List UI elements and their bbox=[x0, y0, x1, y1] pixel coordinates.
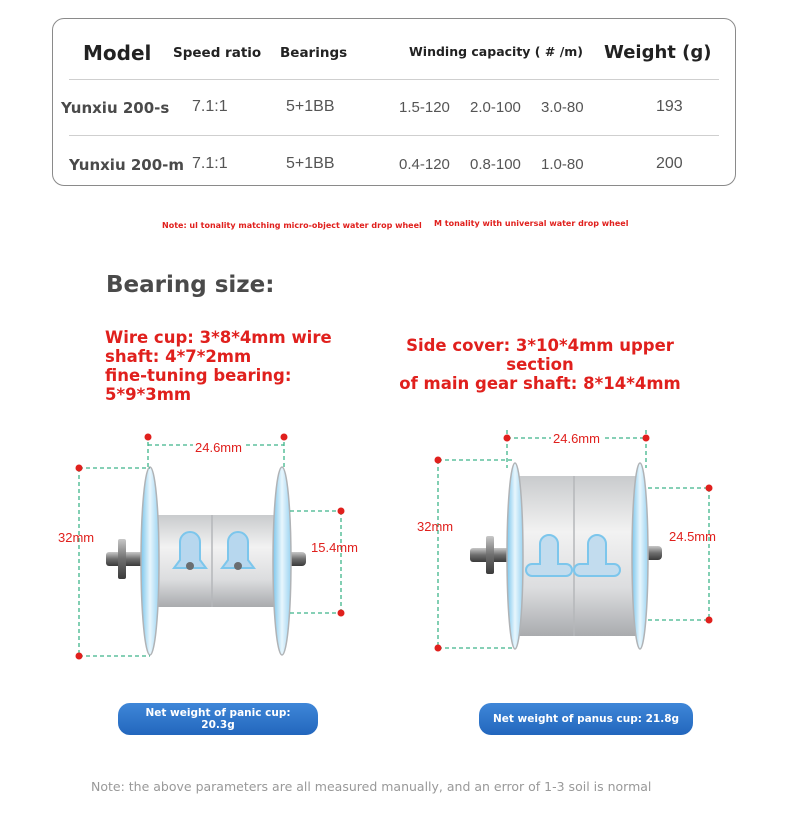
left-weight-badge bbox=[118, 703, 318, 735]
spec-line: of main gear shaft: 8*14*4mm bbox=[399, 374, 681, 393]
right-weight-badge bbox=[479, 703, 693, 735]
row-capacity-3: 3.0-80 bbox=[541, 99, 584, 116]
right-rim-front bbox=[507, 463, 523, 649]
bearing-size-title: Bearing size: bbox=[106, 272, 275, 298]
right-rim-back bbox=[632, 463, 648, 649]
right-width-label: 24.6mm bbox=[553, 431, 600, 446]
table-divider bbox=[69, 135, 719, 136]
left-rim-back bbox=[273, 467, 291, 655]
spec-line: Wire cup: 3*8*4mm wire bbox=[105, 328, 332, 347]
row-capacity-1: 0.4-120 bbox=[399, 156, 450, 173]
left-width-label: 24.6mm bbox=[195, 440, 242, 455]
row-model: Yunxiu 200-s bbox=[61, 99, 170, 117]
row-weight: 200 bbox=[656, 155, 683, 172]
left-spool-body bbox=[152, 515, 288, 607]
right-spool-body bbox=[516, 476, 640, 636]
header-winding-capacity: Winding capacity ( # /m) bbox=[409, 44, 583, 59]
row-capacity-2: 0.8-100 bbox=[470, 156, 521, 173]
row-speed-ratio: 7.1:1 bbox=[192, 155, 228, 172]
row-bearings: 5+1BB bbox=[286, 98, 335, 115]
row-capacity-1: 1.5-120 bbox=[399, 99, 450, 116]
right-inner-label: 24.5mm bbox=[669, 529, 716, 544]
left-height-label: 32mm bbox=[58, 530, 95, 545]
spec-table bbox=[52, 18, 736, 186]
spec-line: fine-tuning bearing: bbox=[105, 366, 292, 385]
spec-line: 5*9*3mm bbox=[105, 385, 192, 404]
badge-line: Net weight of panus cup: 21.8g bbox=[492, 713, 680, 725]
footnote: Note: the above parameters are all measured manually, and an error of 1-3 soil is normal bbox=[91, 779, 652, 794]
row-weight: 193 bbox=[656, 98, 683, 115]
spec-line: shaft: 4*7*2mm bbox=[105, 347, 252, 366]
note-left: Note: ul tonality matching micro-object water drop wheel bbox=[162, 221, 422, 230]
spool-illustrations bbox=[0, 420, 790, 670]
row-model: Yunxiu 200-m bbox=[69, 156, 185, 174]
row-bearings: 5+1BB bbox=[286, 155, 335, 172]
header-weight: Weight (g) bbox=[604, 42, 712, 63]
table-divider bbox=[69, 79, 719, 80]
right-bearing-spec bbox=[380, 336, 700, 393]
left-inner-label: 15.4mm bbox=[311, 540, 358, 555]
left-spool bbox=[76, 434, 345, 660]
note-right: M tonality with universal water drop wheel bbox=[434, 219, 629, 228]
header-bearings: Bearings bbox=[280, 45, 348, 61]
spec-line: Side cover: 3*10*4mm upper section bbox=[406, 336, 674, 374]
header-speed-ratio: Speed ratio bbox=[173, 45, 262, 61]
left-shaft-pin bbox=[118, 539, 126, 579]
badge-line: 20.3g bbox=[201, 719, 235, 731]
left-rim-front bbox=[141, 467, 159, 655]
header-model: Model bbox=[83, 41, 152, 65]
left-bearing-spec bbox=[105, 328, 375, 404]
row-capacity-2: 2.0-100 bbox=[470, 99, 521, 116]
badge-line: Net weight of panic cup: bbox=[145, 707, 291, 719]
row-speed-ratio: 7.1:1 bbox=[192, 98, 228, 115]
row-capacity-3: 1.0-80 bbox=[541, 156, 584, 173]
right-height-label: 32mm bbox=[417, 519, 454, 534]
right-shaft-pin bbox=[486, 536, 494, 574]
